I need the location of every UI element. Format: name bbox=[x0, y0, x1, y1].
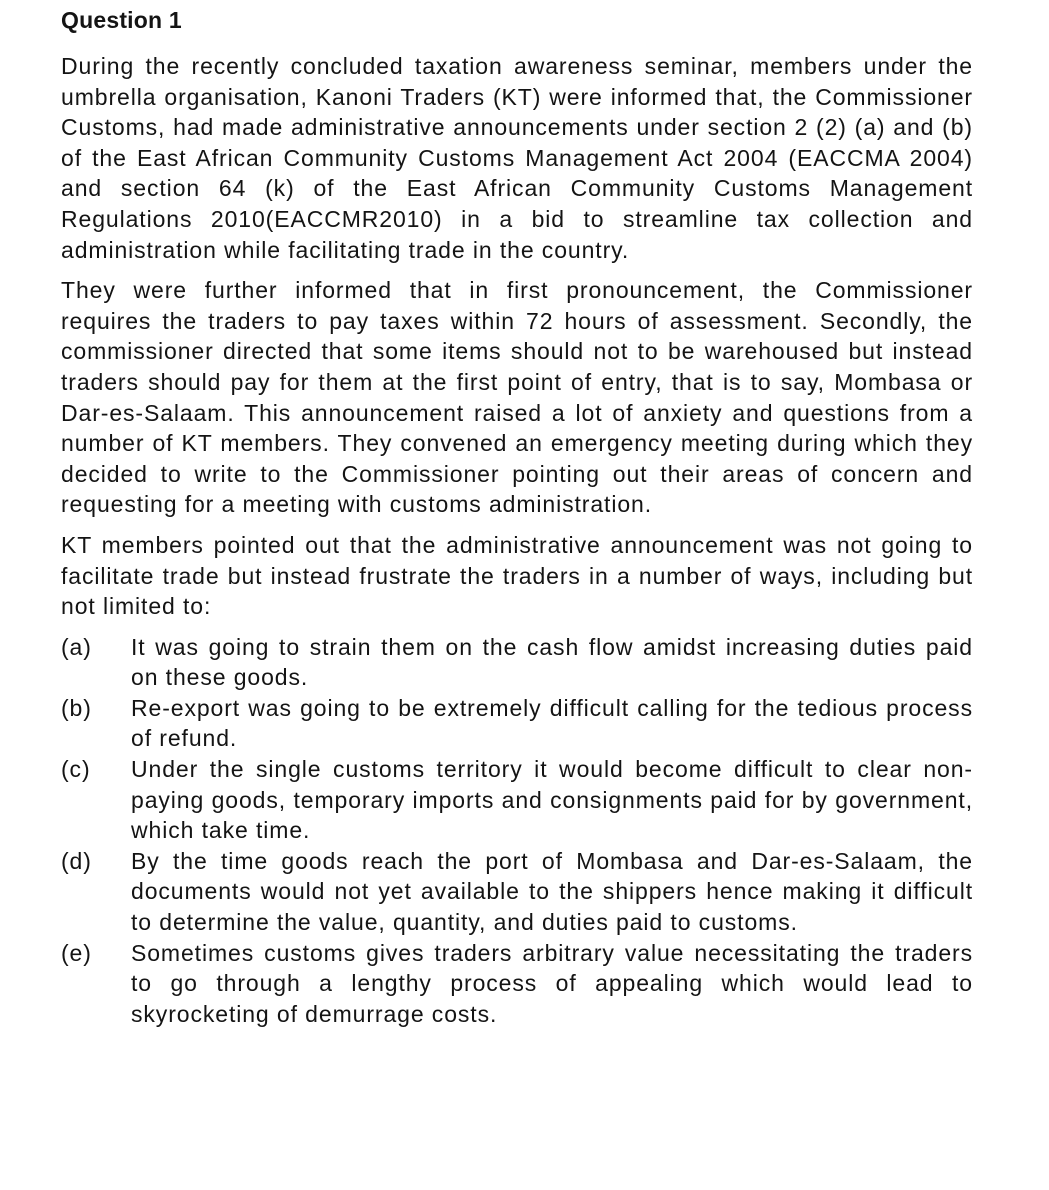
list-item-text: Under the single customs territory it would become difficult to clear non-paying goods, temporary imports and consignments paid for by government, which take time. bbox=[131, 756, 973, 844]
question-title: Question 1 bbox=[61, 7, 182, 33]
paragraph-seminar: During the recently concluded taxation awareness seminar, members under the umbrella organisation, Kanoni Traders (KT) were informed that, the Commissioner Customs, had made administrative announcements under section 2 (2) (a) and (b) of the East African Community Customs Management Act 2004 (EACCMA 2004) and section 64 (k) of the East African Community Customs Management Regulations 2010(EACCMR2010) in a bid to streamline tax collection and administration while facilitating trade in the country. bbox=[61, 53, 973, 263]
list-item-text: By the time goods reach the port of Mombasa and Dar-es-Salaam, the documents would not yet available to the shippers hence making it difficult to determine the value, quantity, and duties paid to customs. bbox=[131, 847, 973, 936]
list-marker: (e) bbox=[61, 939, 92, 966]
list-item-text: It was going to strain them on the cash flow amidst increasing duties paid on these goods. bbox=[131, 633, 973, 691]
list-marker: (c) bbox=[61, 756, 91, 783]
list-item bbox=[61, 632, 973, 693]
list-item-text: Re-export was going to be extremely difficult calling for the tedious process of refund. bbox=[131, 694, 973, 752]
list-item-text: Sometimes customs gives traders arbitrary value necessitating the traders to go through a lengthy process of appealing which would lead to skyrocketing of demurrage costs. bbox=[131, 939, 973, 1027]
list-marker: (b) bbox=[61, 694, 92, 721]
list-marker: (d) bbox=[61, 847, 92, 874]
paragraph-pronouncement: They were further informed that in first pronouncement, the Commissioner requires the traders to pay taxes within 72 hours of assessment. Secondly, the commissioner directed that some items should not to be warehoused but instead traders should pay for them at the first point of entry, that is to say, Mombasa or Dar-es-Salaam. This announcement raised a lot of anxiety and questions from a number of KT members. They convened an emergency meeting during which they decided to write to the Commissioner pointing out their areas of concern and requesting for a meeting with customs administration. bbox=[61, 277, 973, 518]
document-page bbox=[61, 6, 973, 1029]
concerns-list bbox=[61, 632, 973, 1030]
list-item bbox=[61, 846, 973, 938]
paragraph-concerns: KT members pointed out that the administrative announcement was not going to facilitate trade but instead frustrate the traders in a number of ways, including but not limited to: bbox=[61, 531, 973, 620]
list-item bbox=[61, 754, 973, 846]
list-marker: (a) bbox=[61, 633, 92, 660]
list-item bbox=[61, 938, 973, 1030]
list-item bbox=[61, 693, 973, 754]
